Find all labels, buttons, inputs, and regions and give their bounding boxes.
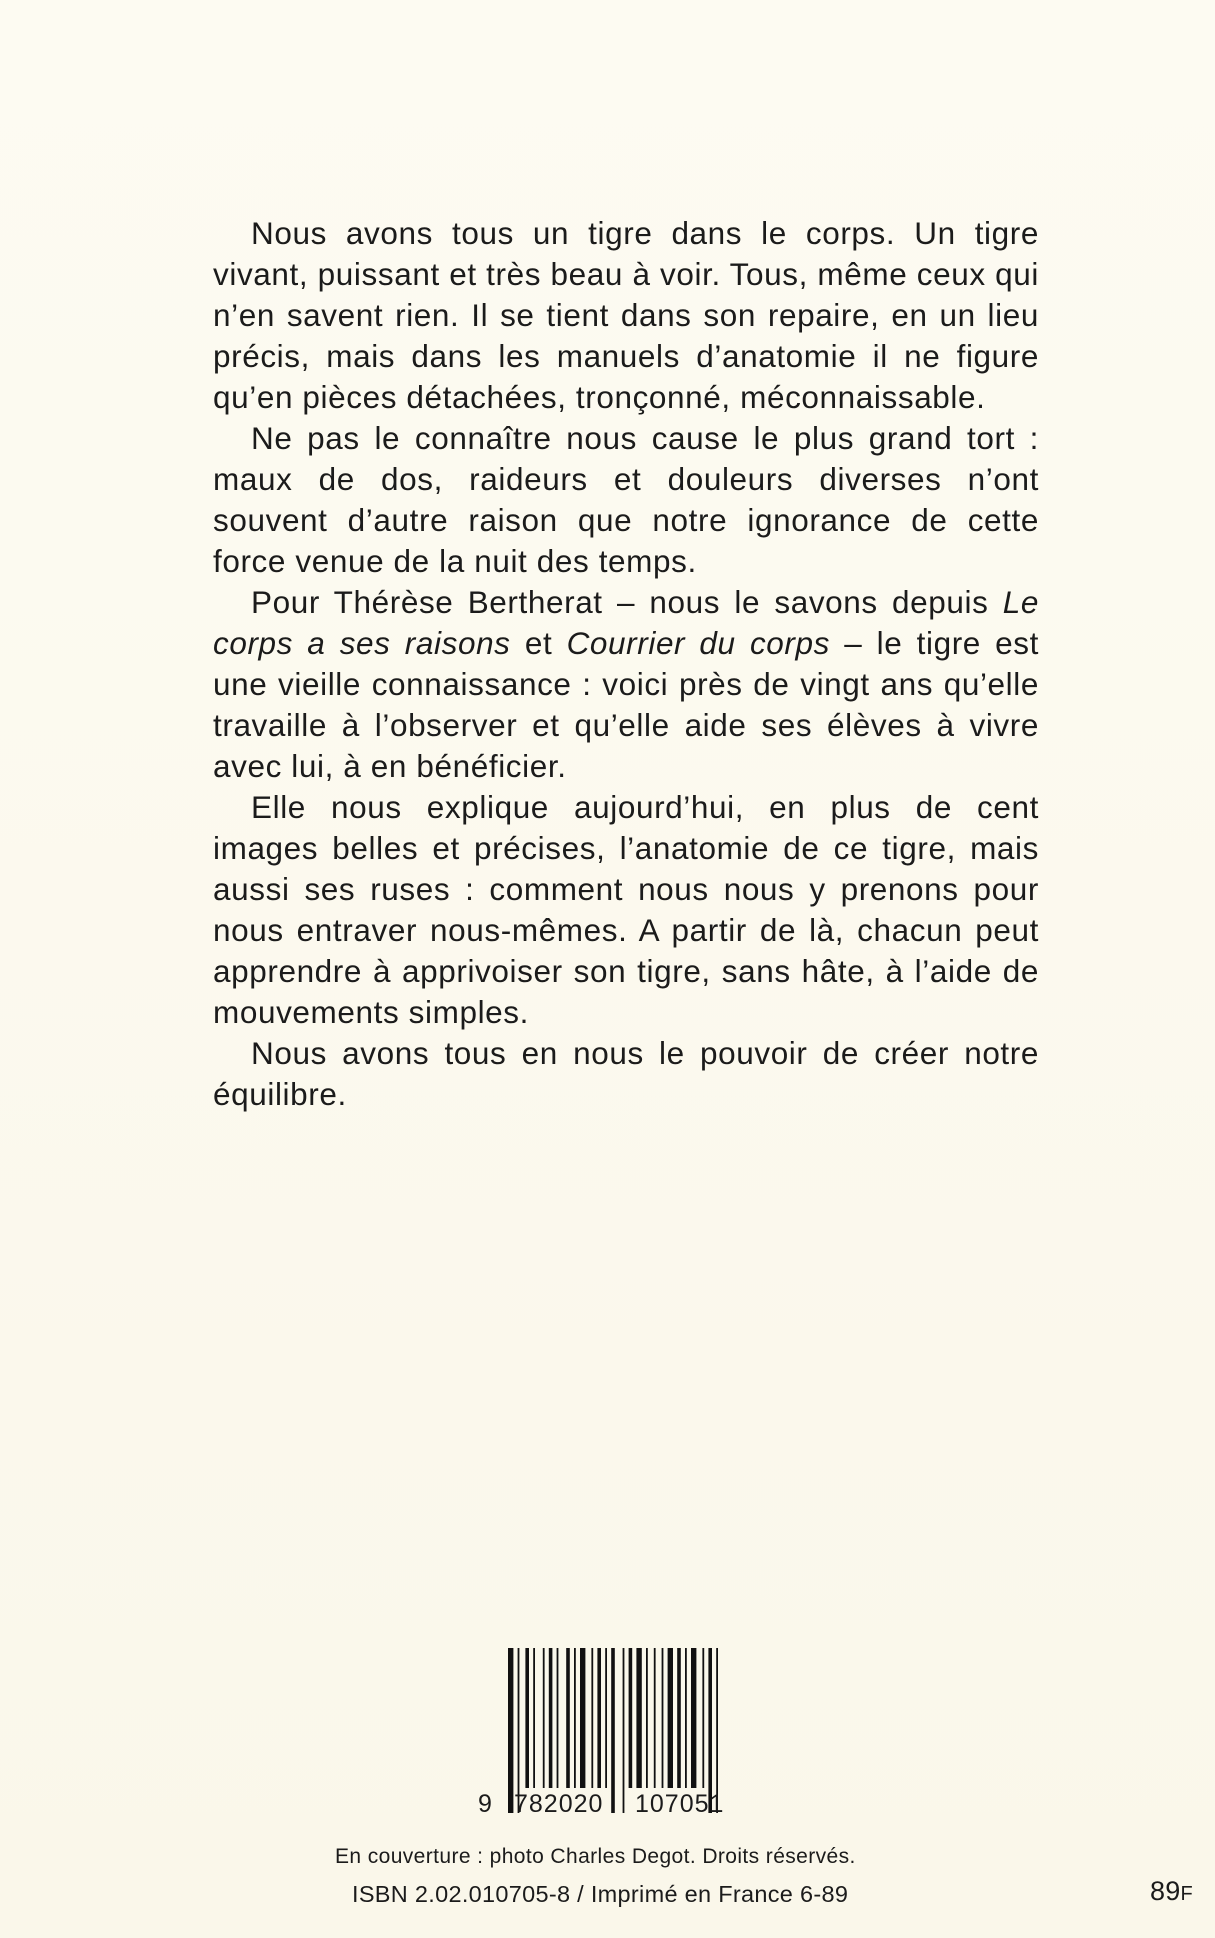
price-unit: F: [1180, 1883, 1193, 1905]
blurb-paragraph-2: Ne pas le connaître nous cause le plus grand tort : maux de dos, raideurs et douleurs diverses n’ont souvent d’autre raison que notre ignorance de cette force venue de la nuit des temps.: [213, 420, 1039, 579]
barcode-bar: [716, 1648, 718, 1813]
blurb-paragraph-3: [213, 582, 1039, 787]
back-cover-blurb: [213, 213, 1039, 1115]
cover-photo-credit: En couverture : photo Charles Degot. Droits réservés.: [335, 1845, 856, 1868]
price-label: [1150, 1876, 1193, 1907]
barcode-bar: [636, 1648, 641, 1788]
book-title-le-corps-a-ses-raisons: Le corps a ses raisons: [213, 584, 1039, 661]
barcode-bar: [623, 1648, 625, 1813]
barcode-bar: [566, 1648, 570, 1788]
barcode-bar: [574, 1648, 576, 1788]
barcode-bar: [708, 1648, 712, 1813]
barcode-bar: [668, 1648, 673, 1788]
barcode-bar: [533, 1648, 535, 1788]
blurb-paragraph-5: Nous avons tous en nous le pouvoir de créer notre équilibre.: [213, 1035, 1039, 1112]
barcode-bar: [611, 1648, 615, 1813]
barcode-bar: [518, 1648, 520, 1813]
barcode-bar: [685, 1648, 687, 1788]
barcode-bar: [557, 1648, 559, 1788]
barcode-digits-right: 107051: [635, 1790, 725, 1818]
barcode-bar: [691, 1648, 696, 1788]
barcode-bar: [543, 1648, 545, 1788]
barcode-bar: [677, 1648, 681, 1788]
blurb-paragraph-4: Elle nous explique aujourd’hui, en plus de cent images belles et précises, l’anatomie de ce tigre, mais aussi ses ruses : comment nous nous y prenons pour nous entraver nous-mêmes. A partir de là, chacun peut apprendre à apprivoiser son tigre, sans hâte, à l’aide de mouvements simples.: [213, 789, 1039, 1030]
barcode-bar: [629, 1648, 633, 1788]
price-value: 89: [1150, 1876, 1181, 1906]
barcode-digits-left: 782020: [514, 1790, 604, 1818]
isbn-line: ISBN 2.02.010705-8 / Imprimé en France 6-89: [352, 1881, 849, 1907]
blurb-p3-mid: et: [510, 625, 567, 661]
barcode-bar: [605, 1648, 607, 1788]
barcode-bar: [702, 1648, 704, 1788]
barcode-bar: [597, 1648, 601, 1788]
barcode-bar: [654, 1648, 656, 1788]
barcode-bar: [646, 1648, 648, 1788]
isbn-barcode: [478, 1648, 778, 1823]
barcode-bar: [580, 1648, 585, 1788]
barcode-bar: [591, 1648, 593, 1788]
barcode-bar: [549, 1648, 553, 1788]
book-title-courrier-du-corps: Courrier du corps: [566, 625, 830, 661]
barcode-bar: [525, 1648, 529, 1788]
blurb-p3-after: – le tigre est une vieille connaissance : voici près de vingt ans qu’elle travaille à l’observer et qu’elle aide ses élèves à vivre avec lui, à en bénéficier.: [213, 625, 1040, 784]
barcode-bar: [508, 1648, 513, 1813]
barcode-bar: [662, 1648, 664, 1788]
blurb-p3-before: Pour Thérèse Bertherat – nous le savons depuis: [251, 584, 1003, 620]
blurb-paragraph-1: Nous avons tous un tigre dans le corps. Un tigre vivant, puissant et très beau à voir. Tous, même ceux qui n’en savent rien. Il se tient dans son repaire, en un lieu précis, mais dans les manuels d’anatomie il ne figure qu’en pièces détachées, tronçonné, méconnaissable.: [213, 215, 1039, 415]
barcode-lead-digit: 9: [478, 1790, 493, 1818]
